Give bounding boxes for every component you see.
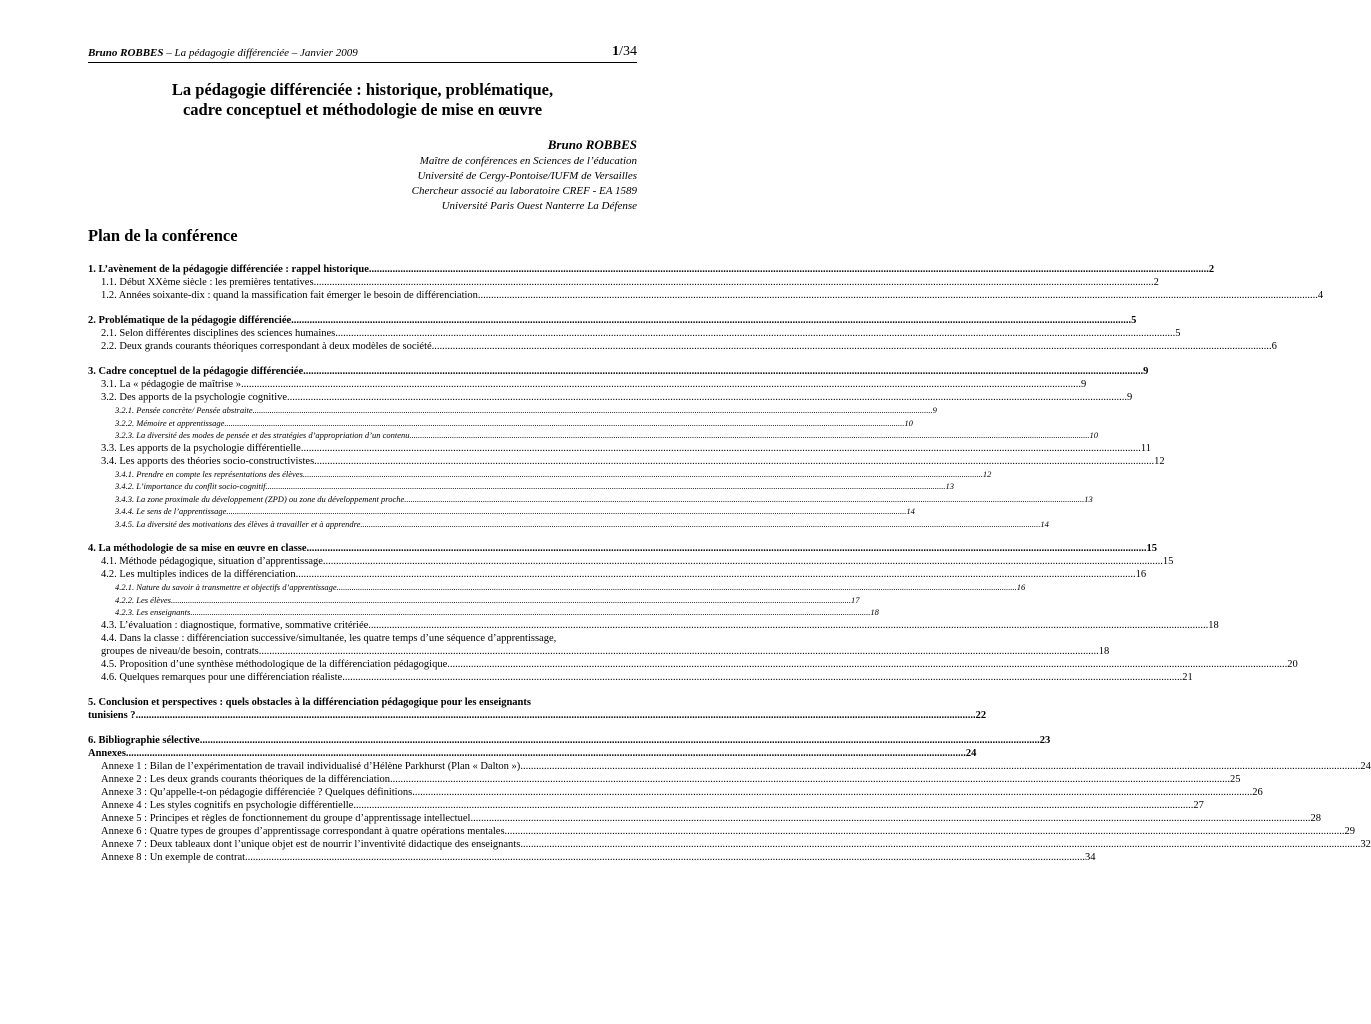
toc-entry-4[interactable]: 4. La méthodologie de sa mise en œuvre en classe ..... 15	[88, 542, 637, 555]
toc-entry-4-2-1[interactable]: 4.2.1. Nature du savoir à transmettre et objectifs d’apprentissage ..... 16	[88, 581, 637, 594]
toc-entry-annexe-3[interactable]: Annexe 3 : Qu’appelle-t-on pédagogie différenciée ? Quelques définitions ..... 26	[88, 786, 637, 799]
toc-entry-3-4[interactable]: 3.4. Les apports des théories socio-constructivistes ..... 12	[88, 455, 637, 468]
toc-entry-2-1[interactable]: 2.1. Selon différentes disciplines des sciences humaines ..... 5	[88, 327, 637, 340]
toc-entry-annexe-1[interactable]: Annexe 1 : Bilan de l’expérimentation de travail individualisé d’Hélène Parkhurst (Plan « Dalton ») ..... 24	[88, 760, 637, 773]
toc-entry-annexe-2[interactable]: Annexe 2 : Les deux grands courants théoriques de la différenciation ..... 25	[88, 773, 637, 786]
toc-entry-annexe-7[interactable]: Annexe 7 : Deux tableaux dont l’unique objet est de nourrir l’inventivité didactique des enseignants ..... 32	[88, 838, 637, 851]
toc-entry-annexe-8[interactable]: Annexe 8 : Un exemple de contrat ..... 34	[88, 851, 637, 864]
author-block	[412, 137, 637, 214]
toc-entry-3-2-2[interactable]: 3.2.2. Mémoire et apprentissage ..... 10	[88, 417, 637, 430]
header-subject: La pédagogie différenciée	[174, 47, 289, 59]
toc-entry-annexe-6[interactable]: Annexe 6 : Quatre types de groupes d’apprentissage correspondant à quatre opérations mentales ..... 29	[88, 825, 637, 838]
toc-entry-4-4[interactable]: 4.4. Dans la classe : différenciation successive/simultanée, les quatre temps d’une séquence d’apprentissage, groupes de niveau/de besoin, contrats ..... 18	[88, 632, 637, 658]
toc-entry-6[interactable]: 6. Bibliographie sélective ..... 23	[88, 734, 637, 747]
toc-entry-3-4-3[interactable]: 3.4.3. La zone proximale du développement (ZPD) ou zone du développement proche ..... 13	[88, 493, 637, 506]
table-of-contents	[88, 263, 1371, 864]
toc-entry-1-2[interactable]: 1.2. Années soixante-dix : quand la massification fait émerger le besoin de différenciation ..... 4	[88, 289, 637, 302]
toc-entry-annexes[interactable]: Annexes ..... 24	[88, 747, 637, 760]
document-title: La pédagogie différenciée : historique, problématique, cadre conceptuel et méthodologie de mise en œuvre	[171, 80, 554, 119]
toc-entry-3[interactable]: 3. Cadre conceptuel de la pédagogie différenciée ..... 9	[88, 365, 637, 378]
toc-entry-4-3[interactable]: 4.3. L’évaluation : diagnostique, formative, sommative critériée ..... 18	[88, 619, 637, 632]
toc-entry-4-1[interactable]: 4.1. Méthode pédagogique, situation d’apprentissage ..... 15	[88, 555, 637, 568]
running-header-text: Bruno ROBBES – La pédagogie différenciée – Janvier 2009	[88, 47, 358, 59]
toc-entry-3-2-3[interactable]: 3.2.3. La diversité des modes de pensée et des stratégies d’appropriation d’un contenu ..... 10	[88, 429, 637, 442]
toc-entry-3-2-1[interactable]: 3.2.1. Pensée concrète/ Pensée abstraite ..... 9	[88, 404, 637, 417]
plan-heading: Plan de la conférence	[88, 226, 238, 245]
toc-entry-annexe-5[interactable]: Annexe 5 : Principes et règles de fonctionnement du groupe d’apprentissage intellectuel ..... 28	[88, 812, 637, 825]
author-affiliation-1: Maître de conférences en Sciences de l’éducation	[419, 155, 637, 167]
toc-entry-4-5[interactable]: 4.5. Proposition d’une synthèse méthodologique de la différenciation pédagogique ..... 20	[88, 658, 637, 671]
author-affiliation-3: Chercheur associé au laboratoire CREF - EA 1589	[411, 185, 637, 197]
page-number: 1/34	[612, 44, 637, 59]
toc-entry-2-2[interactable]: 2.2. Deux grands courants théoriques correspondant à deux modèles de société ..... 6	[88, 340, 637, 353]
toc-entry-4-2-2[interactable]: 4.2.2. Les élèves ..... 17	[88, 594, 637, 607]
toc-entry-4-2-3[interactable]: 4.2.3. Les enseignants ..... 18	[88, 606, 637, 619]
toc-entry-3-2[interactable]: 3.2. Des apports de la psychologie cognitive ..... 9	[88, 391, 637, 404]
toc-entry-4-2[interactable]: 4.2. Les multiples indices de la différenciation ..... 16	[88, 568, 637, 581]
toc-entry-3-4-5[interactable]: 3.4.5. La diversité des motivations des élèves à travailler et à apprendre ..... 14	[88, 518, 637, 531]
running-header	[88, 44, 637, 63]
toc-entry-2[interactable]: 2. Problématique de la pédagogie différenciée ..... 5	[88, 314, 637, 327]
toc-entry-3-4-1[interactable]: 3.4.1. Prendre en compte les représentations des élèves ..... 12	[88, 468, 637, 481]
header-date: Janvier 2009	[299, 47, 358, 59]
toc-entry-3-1[interactable]: 3.1. La « pédagogie de maîtrise » ..... 9	[88, 378, 637, 391]
author-affiliation-4: Université Paris Ouest Nanterre La Défense	[441, 200, 637, 212]
toc-entry-3-4-4[interactable]: 3.4.4. Le sens de l’apprentissage ..... 14	[88, 505, 637, 518]
header-author: Bruno ROBBES	[88, 47, 164, 59]
author-name: Bruno ROBBES	[547, 137, 637, 152]
toc-entry-3-4-2[interactable]: 3.4.2. L’importance du conflit socio-cognitif ..... 13	[88, 480, 637, 493]
toc-entry-annexe-4[interactable]: Annexe 4 : Les styles cognitifs en psychologie différentielle ..... 27	[88, 799, 637, 812]
toc-entry-3-3[interactable]: 3.3. Les apports de la psychologie différentielle ..... 11	[88, 442, 637, 455]
toc-entry-5[interactable]: 5. Conclusion et perspectives : quels obstacles à la différenciation pédagogique pour les enseignants tunisiens ? ..... 22	[88, 696, 637, 722]
author-affiliation-2: Université de Cergy-Pontoise/IUFM de Versailles	[417, 170, 637, 182]
toc-entry-1-1[interactable]: 1.1. Début XXème siècle : les premières tentatives ..... 2	[88, 276, 637, 289]
toc-entry-1[interactable]: 1. L’avènement de la pédagogie différenciée : rappel historique ..... 2	[88, 263, 637, 276]
toc-entry-4-6[interactable]: 4.6. Quelques remarques pour une différenciation réaliste ..... 21	[88, 671, 637, 684]
